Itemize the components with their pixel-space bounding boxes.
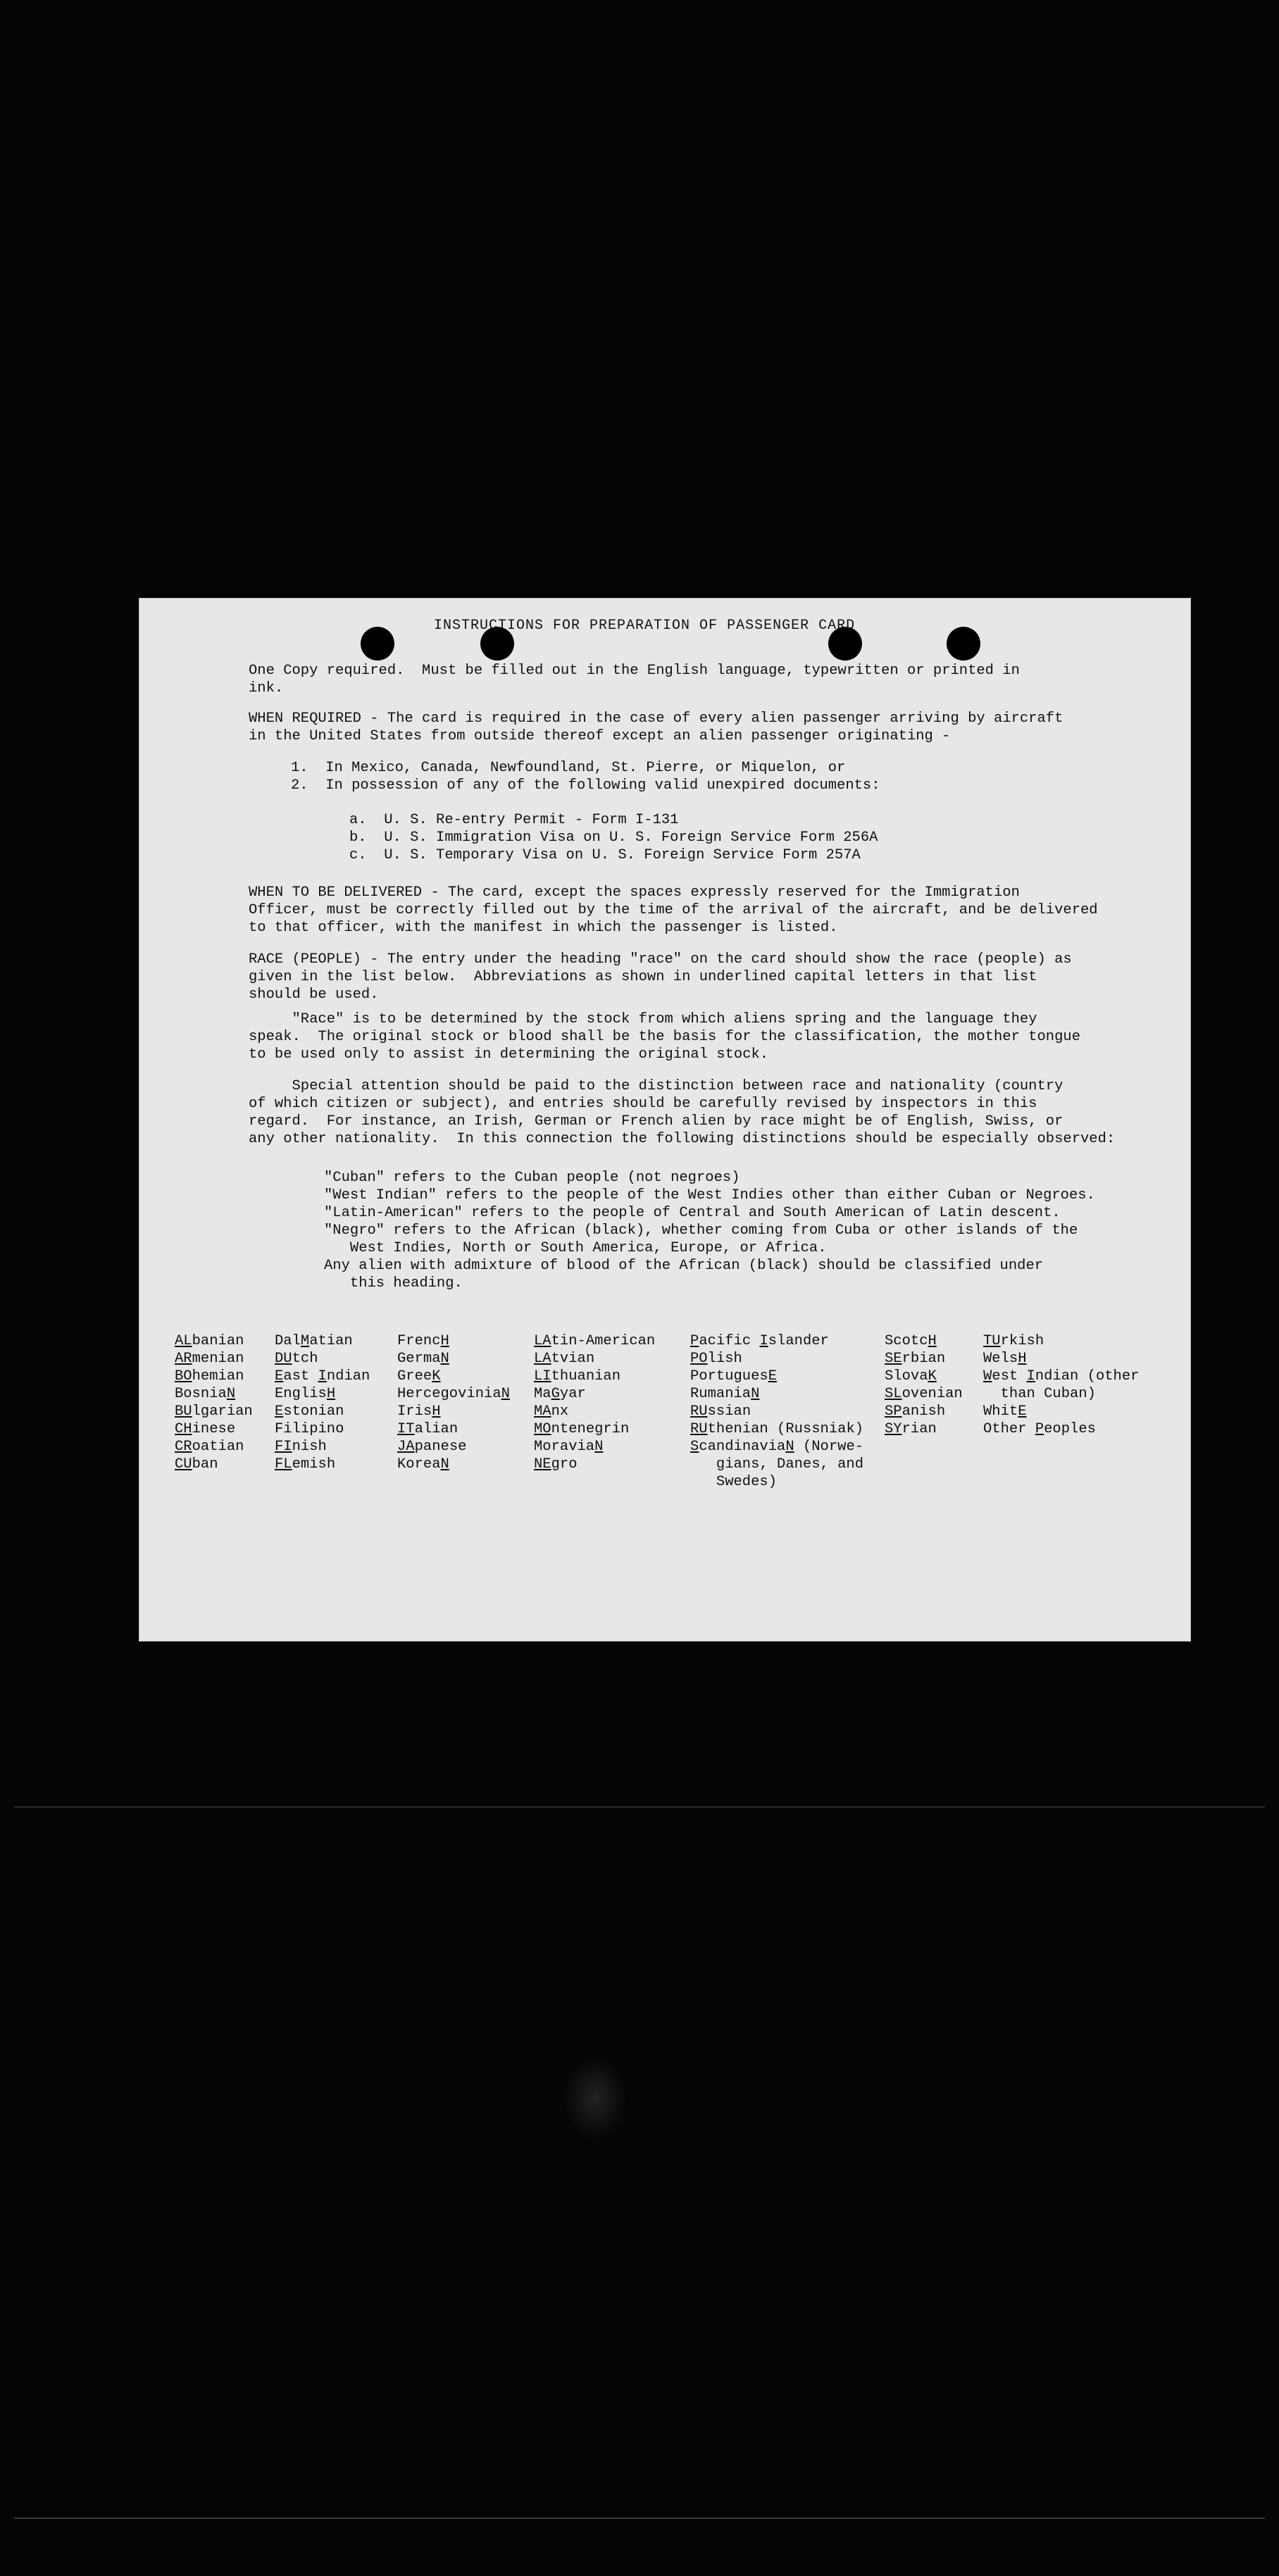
race-text: Ma <box>534 1386 551 1402</box>
race-entry <box>175 1438 253 1456</box>
race-text: tch <box>292 1351 318 1367</box>
race-abbreviation: W <box>983 1368 992 1384</box>
when-delivered-paragraph: WHEN TO BE DELIVERED - The card, except the spaces expressly reserved for the Immigration Officer, must be correctly filled out by the time of the arrival of the aircraft, and be delivered to that officer, with the manifest in which the passenger is listed. <box>249 884 1098 936</box>
race-abbreviation: IT <box>397 1421 415 1437</box>
race-list-column <box>534 1332 655 1473</box>
race-abbreviation: RU <box>690 1421 708 1437</box>
race-list-column <box>690 1332 863 1491</box>
race-abbreviation: E <box>1018 1403 1027 1420</box>
race-abbreviation: SP <box>885 1403 902 1420</box>
race-text: ovenian <box>901 1386 963 1402</box>
race-entry <box>275 1456 370 1473</box>
race-text: thenian (Russniak) <box>707 1421 864 1437</box>
race-entry <box>534 1368 655 1385</box>
race-text: panese <box>414 1439 467 1455</box>
distinction-admixture: Any alien with admixture of blood of the African (black) should be classified under this heading. <box>324 1258 1044 1292</box>
race-entry <box>983 1385 1139 1403</box>
race-abbreviation: I <box>1026 1368 1035 1384</box>
race-abbreviation: SY <box>885 1421 902 1437</box>
race-text: lish <box>707 1351 742 1367</box>
race-text: ban <box>192 1456 218 1473</box>
race-entry <box>534 1403 655 1420</box>
race-abbreviation: DU <box>275 1351 292 1367</box>
race-entry <box>690 1438 863 1456</box>
race-text: Frenc <box>397 1333 441 1349</box>
race-entry <box>275 1403 370 1420</box>
race-abbreviation: E <box>275 1403 284 1420</box>
race-abbreviation: AL <box>175 1333 192 1349</box>
race-abbreviation: N <box>785 1439 794 1455</box>
race-entry <box>983 1332 1139 1350</box>
race-entry <box>690 1403 863 1420</box>
race-entry <box>885 1420 963 1438</box>
race-entry <box>690 1456 863 1473</box>
race-abbreviation: N <box>751 1386 760 1402</box>
race-abbreviation: E <box>275 1368 284 1384</box>
race-entry <box>397 1350 510 1368</box>
race-abbreviation: CU <box>175 1456 192 1473</box>
distinction-cuban: "Cuban" refers to the Cuban people (not negroes) <box>324 1170 740 1186</box>
race-text: lgarian <box>192 1403 253 1420</box>
race-abbreviation: LA <box>534 1351 551 1367</box>
distinction-latin-american: "Latin-American" refers to the people of Central and South American of Latin descent. <box>324 1205 1061 1221</box>
race-entry <box>397 1403 510 1420</box>
race-text: menian <box>192 1351 244 1367</box>
race-entry <box>397 1368 510 1385</box>
race-text: rian <box>901 1421 937 1437</box>
race-abbreviation: SL <box>885 1386 902 1402</box>
race-abbreviation: H <box>432 1403 441 1420</box>
race-abbreviation: N <box>226 1386 236 1402</box>
race-abbreviation: G <box>551 1386 560 1402</box>
race-text: anish <box>901 1403 946 1420</box>
race-entry <box>175 1350 253 1368</box>
race-text: rkish <box>1000 1333 1044 1349</box>
race-text: Moravia <box>534 1439 595 1455</box>
race-text: est <box>992 1368 1027 1384</box>
race-entry <box>690 1332 863 1350</box>
race-entry <box>885 1350 963 1368</box>
when-required-paragraph: WHEN REQUIRED - The card is required in the case of every alien passenger arriving by aircraft in the United States from outside thereof except an alien passenger originating - <box>249 711 1063 744</box>
race-abbreviation: N <box>440 1351 449 1367</box>
document-item: c. U. S. Temporary Visa on U. S. Foreign Service Form 257A <box>349 847 861 863</box>
race-text: ndian (other <box>1035 1368 1140 1384</box>
race-text: Filipino <box>275 1421 344 1437</box>
race-text: stonian <box>283 1403 344 1420</box>
race-entry <box>275 1420 370 1438</box>
race-abbreviation: H <box>1018 1351 1027 1367</box>
race-abbreviation: BU <box>175 1403 192 1420</box>
race-text: hemian <box>192 1368 244 1384</box>
race-abbreviation: CR <box>175 1439 192 1455</box>
race-entry <box>690 1350 863 1368</box>
race-abbreviation: TU <box>983 1333 1001 1349</box>
race-text: inese <box>192 1421 236 1437</box>
race-entry <box>397 1438 510 1456</box>
intro-paragraph: One Copy required. Must be filled out in the English language, typewritten or printed in ink. <box>249 663 1020 696</box>
race-entry <box>690 1385 863 1403</box>
race-definition-paragraph: "Race" is to be determined by the stock from which aliens spring and the language they speak. The original stock or blood shall be the basis for the classification, the mother tongue to be used only to assist in determining the original stock. <box>249 1011 1080 1063</box>
film-smudge <box>563 2056 627 2141</box>
race-entry <box>690 1368 863 1385</box>
punch-hole <box>361 627 394 661</box>
race-entry <box>397 1420 510 1438</box>
race-entry <box>690 1420 863 1438</box>
race-list-column <box>983 1332 1139 1438</box>
race-abbreviation: FL <box>275 1456 292 1473</box>
race-text: emish <box>292 1456 336 1473</box>
race-text: Gree <box>397 1368 432 1384</box>
race-text: thuanian <box>551 1368 621 1384</box>
race-abbreviation: N <box>501 1386 510 1402</box>
race-entry <box>885 1403 963 1420</box>
race-entry <box>534 1332 655 1350</box>
race-abbreviation: NE <box>534 1456 551 1473</box>
race-text: ssian <box>707 1403 751 1420</box>
race-text: Iris <box>397 1403 432 1420</box>
punch-hole <box>947 627 980 661</box>
race-entry <box>275 1350 370 1368</box>
race-entry <box>175 1385 253 1403</box>
race-entry <box>983 1350 1139 1368</box>
race-text: Bosnia <box>175 1386 227 1402</box>
race-abbreviation: P <box>690 1333 699 1349</box>
race-text: alian <box>414 1421 458 1437</box>
race-abbreviation: E <box>768 1368 778 1384</box>
race-people-paragraph: RACE (PEOPLE) - The entry under the heading "race" on the card should show the race (people) as given in the list below. Abbreviations as shown in underlined capital letters in that list should be used. <box>249 951 1072 1003</box>
race-entry <box>397 1456 510 1473</box>
race-text: than Cuban) <box>983 1386 1096 1402</box>
race-text: yar <box>559 1386 586 1402</box>
film-edge-line <box>14 2518 1265 2519</box>
race-abbreviation: I <box>318 1368 327 1384</box>
race-entry <box>275 1332 370 1350</box>
race-abbreviation: JA <box>397 1439 415 1455</box>
race-text: gro <box>551 1456 578 1473</box>
race-text: rbian <box>901 1351 946 1367</box>
race-entry <box>534 1385 655 1403</box>
race-abbreviation: LI <box>534 1368 551 1384</box>
instruction-card <box>139 599 1190 1641</box>
race-text: Germa <box>397 1351 441 1367</box>
race-abbreviation: P <box>1035 1421 1044 1437</box>
race-entry <box>885 1332 963 1350</box>
page-title: INSTRUCTIONS FOR PREPARATION OF PASSENGER CARD <box>434 618 856 634</box>
race-text: Englis <box>275 1386 327 1402</box>
race-text: (Norwe- <box>794 1439 864 1455</box>
race-text: gians, Danes, and <box>690 1456 864 1473</box>
race-text: eoples <box>1044 1421 1096 1437</box>
special-attention-paragraph: Special attention should be paid to the distinction between race and nationality (country of which citizen or subject), and entries should be carefully revised by inspectors in this regard. For instance, an Irish, German or French alien by race might be of English, Swiss, or any other nationality. In this connection the following distinctions should be especially observed: <box>249 1078 1116 1147</box>
race-entry <box>175 1332 253 1350</box>
document-item: b. U. S. Immigration Visa on U. S. Foreign Service Form 256A <box>349 830 878 846</box>
race-text: acific <box>699 1333 760 1349</box>
race-entry <box>983 1420 1139 1438</box>
race-entry <box>175 1456 253 1473</box>
race-abbreviation: FI <box>275 1439 292 1455</box>
race-text: Other <box>983 1421 1035 1437</box>
race-list-column <box>397 1332 510 1473</box>
race-abbreviation: H <box>440 1333 449 1349</box>
race-text: Whit <box>983 1403 1018 1420</box>
race-text: Scotc <box>885 1333 928 1349</box>
origin-item: 2. In possession of any of the following valid unexpired documents: <box>291 777 880 794</box>
race-abbreviation: SE <box>885 1351 902 1367</box>
race-abbreviation: BO <box>175 1368 192 1384</box>
race-entry <box>275 1368 370 1385</box>
race-entry <box>397 1332 510 1350</box>
race-abbreviation: LA <box>534 1333 551 1349</box>
race-entry <box>534 1420 655 1438</box>
race-abbreviation: N <box>440 1456 449 1473</box>
race-abbreviation: AR <box>175 1351 192 1367</box>
race-text: Rumania <box>690 1386 751 1402</box>
race-abbreviation: MA <box>534 1403 551 1420</box>
race-abbreviation: K <box>928 1368 937 1384</box>
race-abbreviation: H <box>326 1386 336 1402</box>
race-text: Korea <box>397 1456 441 1473</box>
race-entry <box>397 1385 510 1403</box>
race-abbreviation: I <box>759 1333 768 1349</box>
race-entry <box>175 1403 253 1420</box>
race-abbreviation: PO <box>690 1351 708 1367</box>
origin-item: 1. In Mexico, Canada, Newfoundland, St. Pierre, or Miquelon, or <box>291 760 846 776</box>
race-entry <box>983 1403 1139 1420</box>
race-text: slander <box>768 1333 829 1349</box>
race-text: Wels <box>983 1351 1018 1367</box>
race-abbreviation: CH <box>175 1421 192 1437</box>
race-text: Dal <box>275 1333 301 1349</box>
race-entry <box>885 1385 963 1403</box>
race-abbreviation: RU <box>690 1403 708 1420</box>
race-list-column <box>175 1332 253 1473</box>
race-entry <box>983 1368 1139 1385</box>
race-text: ast <box>283 1368 318 1384</box>
document-item: a. U. S. Re-entry Permit - Form I-131 <box>349 812 679 828</box>
race-abbreviation: N <box>594 1439 604 1455</box>
race-text: ntenegrin <box>551 1421 630 1437</box>
race-abbreviation: MO <box>534 1421 551 1437</box>
race-text: candinavia <box>699 1439 786 1455</box>
race-text: Hercegovinia <box>397 1386 501 1402</box>
race-list-column <box>275 1332 370 1473</box>
race-text: nx <box>551 1403 569 1420</box>
distinction-negro: "Negro" refers to the African (black), whether coming from Cuba or other islands of the West Indies, North or South America, Europe, or Africa. <box>324 1223 1078 1256</box>
race-abbreviation: S <box>690 1439 699 1455</box>
race-text: oatian <box>192 1439 244 1455</box>
race-text: nish <box>292 1439 327 1455</box>
film-edge-line <box>14 1806 1265 1808</box>
race-text: atian <box>309 1333 353 1349</box>
race-entry <box>275 1385 370 1403</box>
race-text: Slova <box>885 1368 928 1384</box>
race-entry <box>175 1420 253 1438</box>
race-text: ndian <box>326 1368 370 1384</box>
race-list-column <box>885 1332 963 1438</box>
race-text: banian <box>192 1333 244 1349</box>
race-text: tin-American <box>551 1333 656 1349</box>
race-text: Swedes) <box>690 1474 778 1490</box>
race-abbreviation: M <box>300 1333 310 1349</box>
race-entry <box>534 1438 655 1456</box>
race-abbreviation: H <box>928 1333 937 1349</box>
race-text: tvian <box>551 1351 595 1367</box>
race-entry <box>885 1368 963 1385</box>
race-entry <box>275 1438 370 1456</box>
race-entry <box>175 1368 253 1385</box>
race-entry <box>690 1473 863 1491</box>
race-abbreviation: K <box>432 1368 441 1384</box>
race-entry <box>534 1350 655 1368</box>
race-entry <box>534 1456 655 1473</box>
distinction-west-indian: "West Indian" refers to the people of the West Indies other than either Cuban or Negroes. <box>324 1187 1095 1203</box>
race-text: Portugues <box>690 1368 768 1384</box>
